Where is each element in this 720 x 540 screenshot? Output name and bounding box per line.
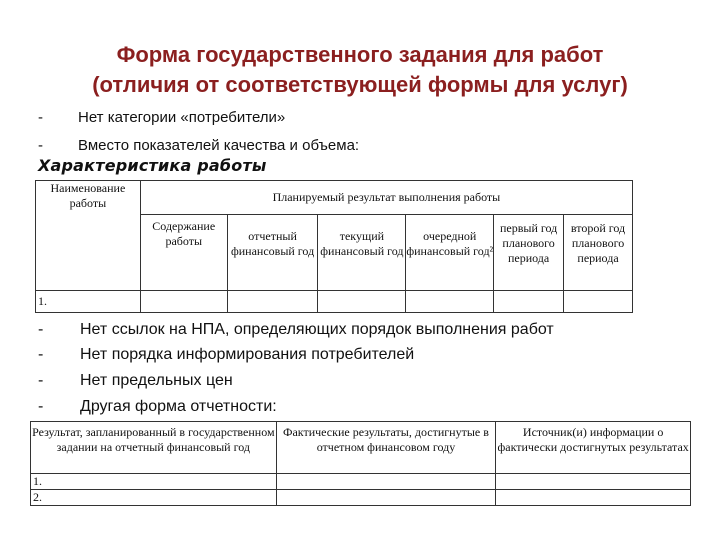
bullet-text: Нет предельных цен	[80, 372, 233, 389]
bullet-text: Вместо показателей качества и объема:	[78, 137, 360, 154]
table1-cell	[564, 291, 633, 313]
table2-cell	[496, 490, 691, 506]
bullet-instead-of-indicators	[38, 136, 359, 156]
header-planned-in-assignment: Результат, запланированный в государственном задании на отчетный финансовый год	[31, 422, 277, 474]
table1-cell	[318, 291, 406, 313]
page-title-line-2: (отличия от соответствующей формы для услуг)	[92, 72, 628, 97]
bullet-text: Нет порядка информирования потребителей	[80, 346, 415, 363]
header-info-sources: Источник(и) информации о фактически достигнутых результатах	[496, 422, 691, 474]
table2-row-number-2: 2.	[31, 490, 277, 506]
table2-cell	[276, 490, 496, 506]
table1-cell	[406, 291, 494, 313]
header-next-year: очередной финансовый год²	[406, 215, 494, 291]
bullet-dash: -	[38, 372, 44, 389]
table2-cell	[496, 474, 691, 490]
header-first-plan-year: первый год планового периода	[494, 215, 564, 291]
bullet-other-reporting	[38, 396, 277, 418]
page-title-line-1: Форма государственного задания для работ	[116, 42, 604, 67]
table1-cell	[227, 291, 318, 313]
header-current-year: текущий финансовый год	[318, 215, 406, 291]
bullet-text: Нет категории «потребители»	[78, 109, 286, 126]
bullet-dash: -	[38, 346, 44, 363]
bullet-no-max-prices	[38, 370, 233, 392]
bullet-text: Другая форма отчетности:	[80, 398, 277, 415]
bullet-dash: -	[38, 137, 43, 154]
bullet-dash: -	[38, 109, 43, 126]
bullet-dash: -	[38, 398, 44, 415]
header-work-content: Содержание работы	[140, 215, 227, 291]
bullet-dash: -	[38, 321, 44, 338]
table2-row-number-1: 1.	[31, 474, 277, 490]
table1-cell	[140, 291, 227, 313]
bullet-no-consumers	[38, 108, 285, 128]
table2-cell	[276, 474, 496, 490]
header-report-year: отчетный финансовый год	[227, 215, 318, 291]
table1-cell	[494, 291, 564, 313]
header-work-name: Наименование работы	[36, 181, 141, 291]
reporting-table	[30, 421, 691, 506]
bullet-text: Нет ссылок на НПА, определяющих порядок выполнения работ	[80, 321, 554, 338]
header-second-plan-year: второй год планового периода	[564, 215, 633, 291]
table1-row-number: 1.	[36, 291, 141, 313]
header-actual-results: Фактические результаты, достигнутые в отчетном финансовом году	[276, 422, 496, 474]
section-heading-work-characteristics: Характеристика работы	[38, 156, 267, 175]
work-characteristics-table	[35, 180, 633, 313]
bullet-no-informing	[38, 344, 414, 366]
bullet-no-npa	[38, 319, 554, 341]
header-planned-result: Планируемый результат выполнения работы	[140, 181, 632, 215]
